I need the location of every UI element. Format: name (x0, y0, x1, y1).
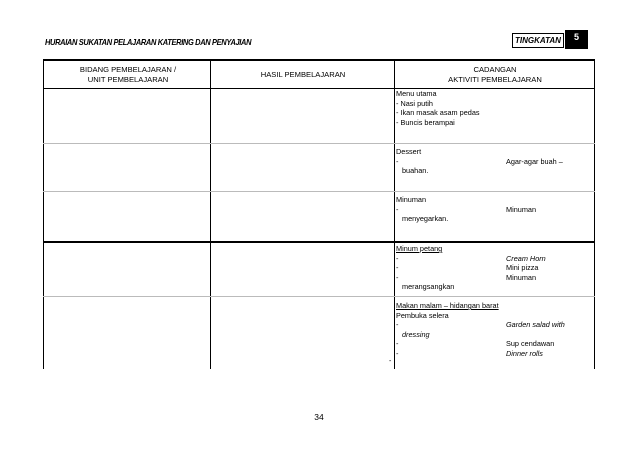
col3-header (396, 65, 594, 85)
list-item (396, 339, 586, 349)
menu-heading: Menu utama (396, 89, 437, 98)
page-number: 34 (314, 412, 324, 422)
table-right-border (594, 59, 595, 369)
list-dash: - (396, 204, 399, 214)
list-item-text: Minuman (506, 272, 537, 282)
table-top-border (43, 59, 595, 61)
tea-heading: Minum petang (396, 244, 443, 253)
table-col-divider-2 (394, 59, 395, 369)
col3-header-line2: AKTIVITI PEMBELAJARAN (448, 75, 542, 84)
col1-header (50, 65, 206, 85)
list-item-text: Mini pizza (506, 263, 539, 272)
table-row-divider (43, 241, 595, 243)
list-dash: - (396, 263, 399, 272)
row1-block3 (396, 195, 586, 224)
block-divider (43, 143, 595, 144)
list-dash: - (396, 320, 399, 329)
list-item (396, 263, 586, 273)
list-item-text: Agar-agar buah – (506, 156, 563, 166)
list-item (396, 157, 586, 167)
drink-heading: Minuman (396, 195, 427, 204)
list-item-text: Cream Horn (506, 253, 546, 263)
tingkatan-label: TINGKATAN (512, 33, 564, 48)
level-badge: 5 (565, 30, 588, 49)
table-left-border (43, 59, 44, 369)
list-dash: - (396, 156, 399, 166)
list-item-continuation: buahan. (402, 166, 429, 175)
row1-block2 (396, 147, 586, 176)
list-item-continuation: menyegarkan. (402, 214, 449, 223)
list-dash: - (396, 339, 399, 348)
list-item (396, 320, 586, 330)
col3-header-line1: CADANGAN (473, 65, 517, 74)
list-item: - Buncis berampai (396, 117, 455, 127)
list-dash: - (396, 272, 399, 282)
list-item (396, 349, 586, 359)
dessert-heading: Dessert (396, 147, 422, 156)
list-item-continuation: dressing (402, 329, 430, 339)
row2-block2 (396, 301, 586, 358)
block-divider (43, 191, 595, 192)
list-item: - Nasi putih (396, 98, 433, 108)
list-item: - Ikan masak asam pedas (396, 108, 480, 117)
col1-header-line2: UNIT PEMBELAJARAN (87, 75, 169, 84)
list-item-text: Dinner rolls (506, 348, 543, 358)
list-dash: - (396, 348, 399, 358)
dinner-heading: Makan malam – hidangan barat (396, 301, 499, 310)
col2-header-text: HASIL PEMBELAJARAN (260, 70, 346, 79)
list-item-text: Sup cendawan (506, 339, 555, 348)
table-col-divider-1 (210, 59, 211, 369)
list-dash: - (396, 253, 399, 263)
row1-block1 (396, 89, 586, 127)
list-item-text: Minuman (506, 204, 537, 214)
trailing-dash: - (389, 358, 392, 365)
col1-header-line1: BIDANG PEMBELAJARAN / (79, 65, 177, 74)
list-item-continuation: merangsangkan (402, 282, 455, 291)
document-title: HURAIAN SUKATAN PELAJARAN KATERING DAN PENYAJIAN (45, 37, 252, 47)
col2-header (212, 70, 394, 80)
list-item-text: Garden salad with (506, 320, 565, 329)
starter-subheading: Pembuka selera (396, 310, 449, 320)
list-item (396, 273, 586, 283)
block-divider (43, 296, 595, 297)
list-item (396, 254, 586, 264)
list-item (396, 205, 586, 215)
row2-block1 (396, 244, 586, 292)
